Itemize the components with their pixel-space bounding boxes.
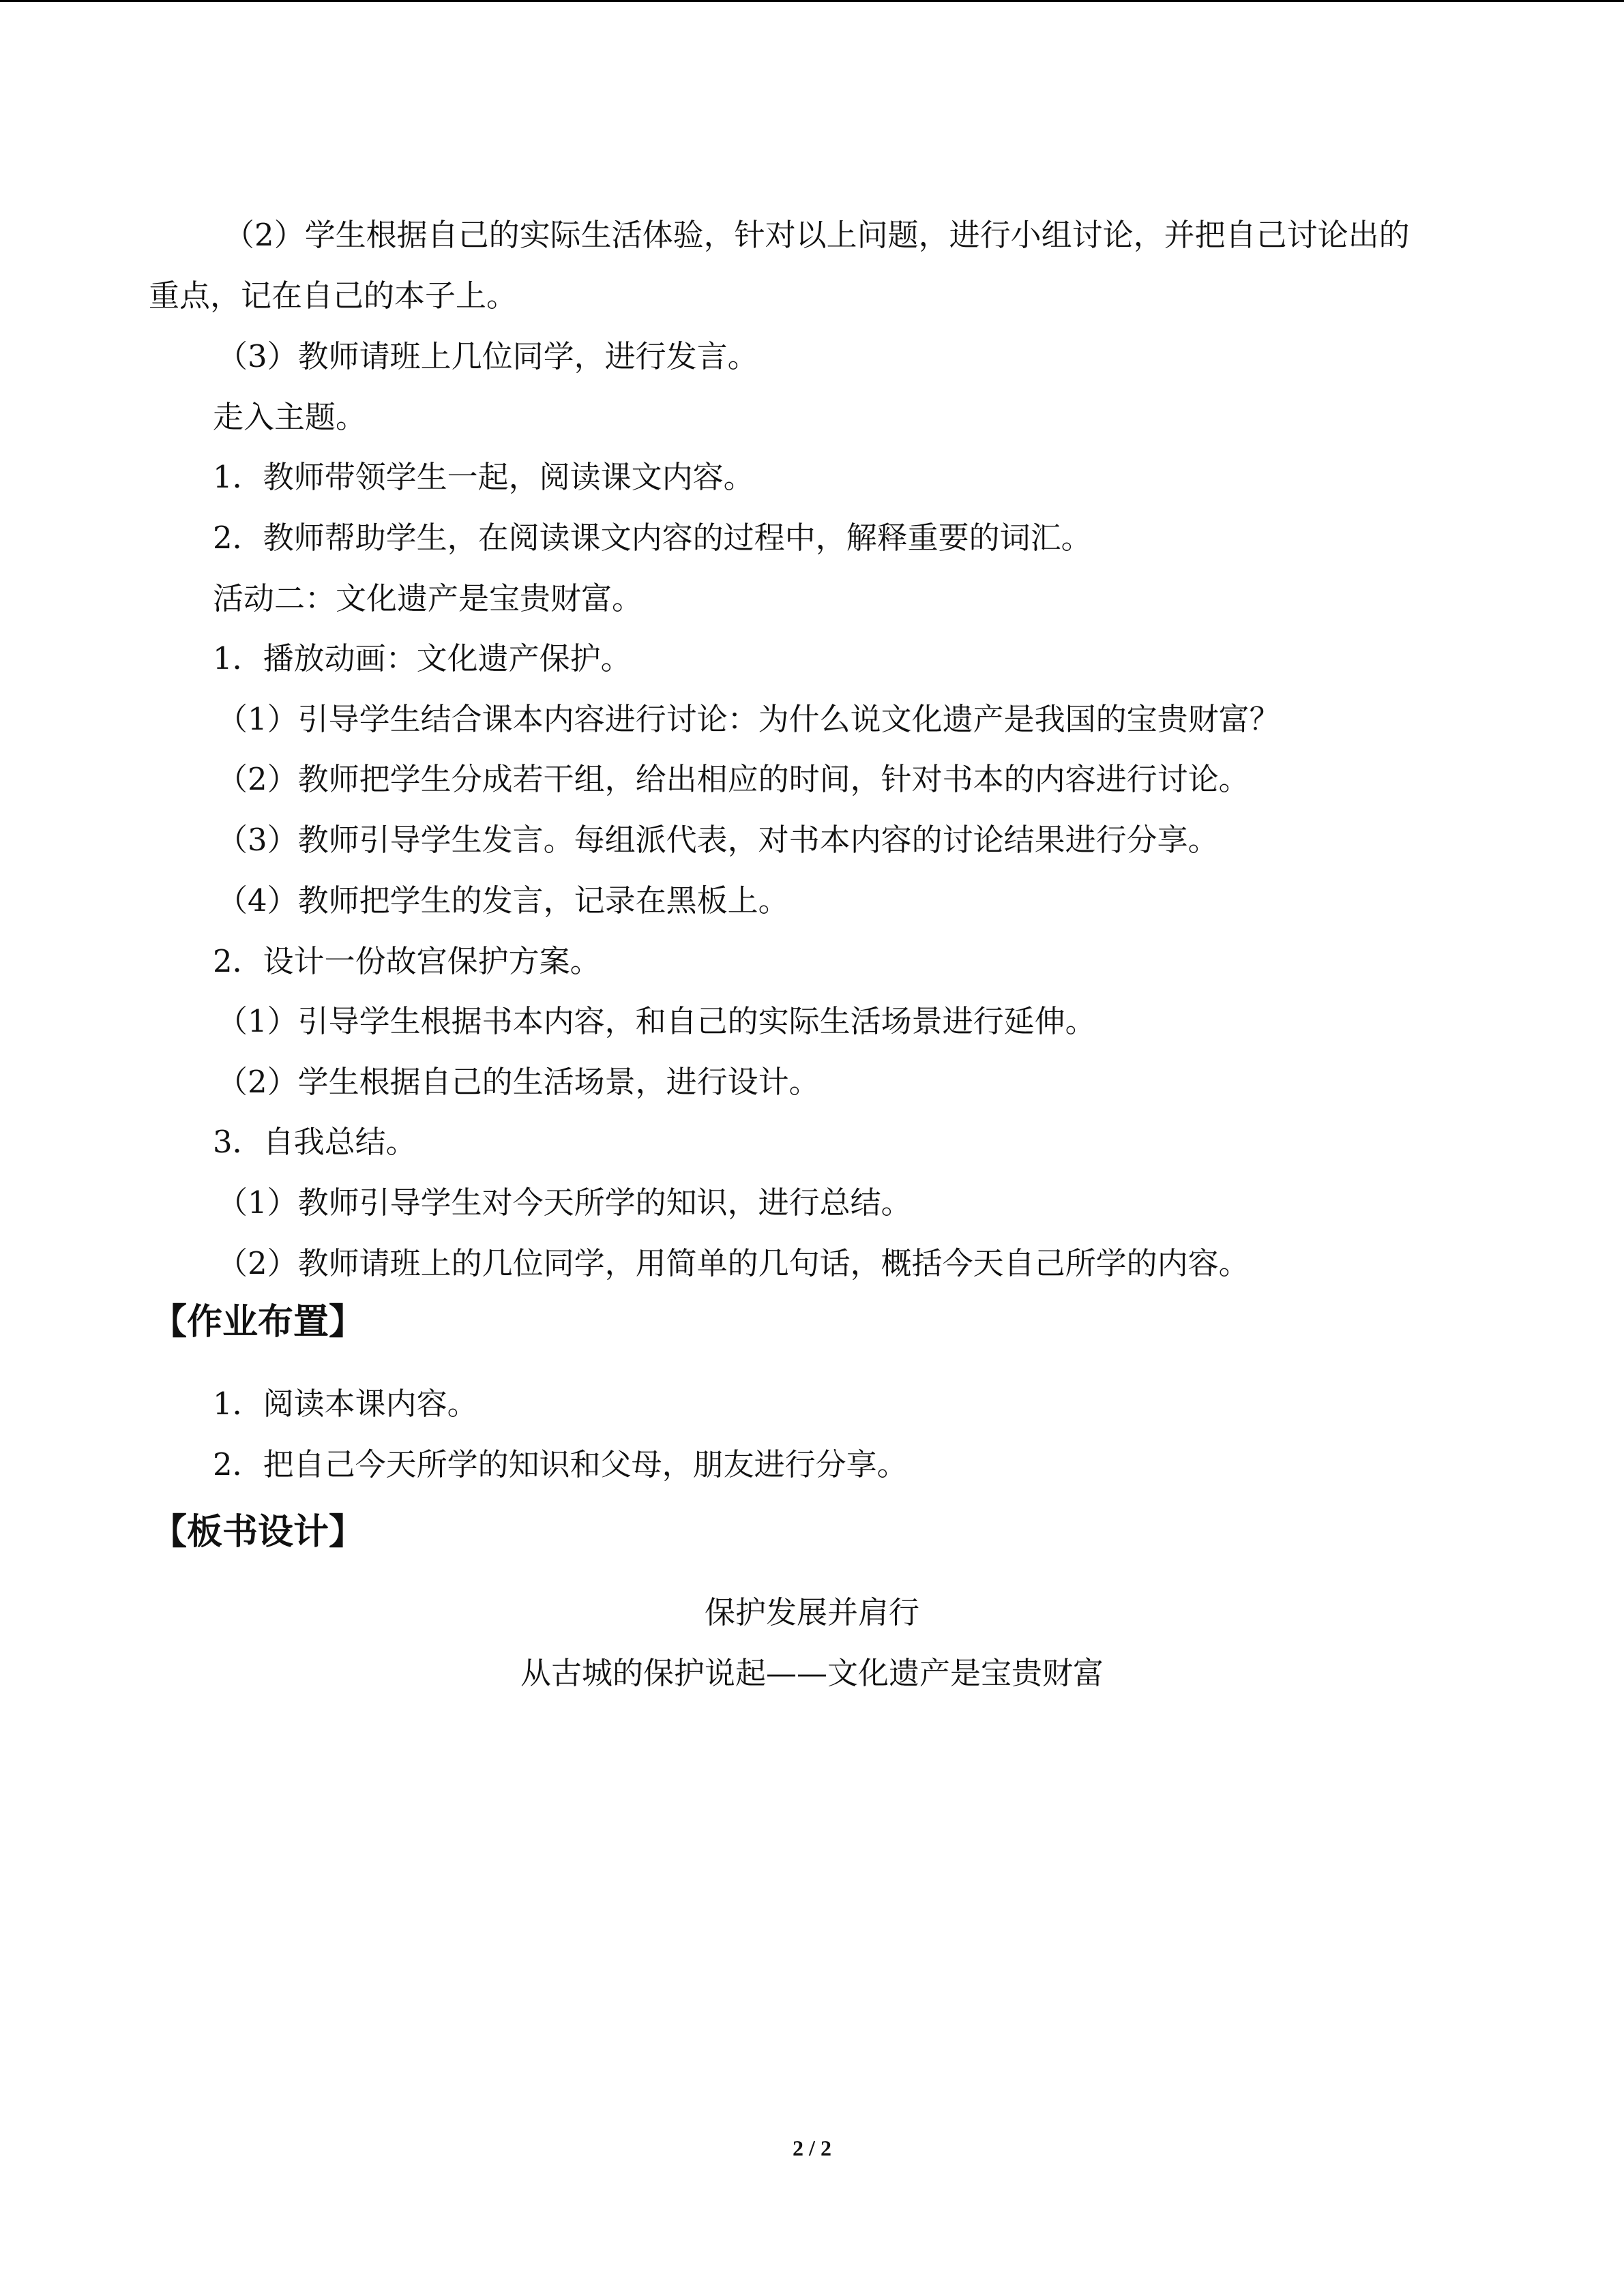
paragraph-line: （2）教师把学生分成若干组，给出相应的时间，针对书本的内容进行讨论。 [217,761,1250,797]
homework-item: 2．把自己今天所学的知识和父母，朋友进行分享。 [213,1446,908,1482]
paragraph-line: （3）教师请班上几位同学，进行发言。 [217,338,758,374]
paragraph-line: 重点，记在自己的本子上。 [149,278,518,314]
paragraph-line: 2．设计一份故宫保护方案。 [213,943,601,979]
board-design-heading: 【板书设计】 [151,1512,365,1553]
board-subtitle: 从古城的保护说起——文化遗产是宝贵财富 [520,1655,1104,1691]
paragraph-line: （3）教师引导学生发言。每组派代表，对书本内容的讨论结果进行分享。 [217,822,1219,858]
paragraph-line: （2）学生根据自己的生活场景，进行设计。 [217,1064,820,1100]
paragraph-line: 活动二：文化遗产是宝贵财富。 [213,580,643,616]
board-title: 保护发展并肩行 [704,1594,919,1630]
homework-heading: 【作业布置】 [151,1302,365,1343]
paragraph-line: （1）教师引导学生对今天所学的知识，进行总结。 [217,1184,912,1221]
paragraph-line: （4）教师把学生的发言，记录在黑板上。 [217,882,789,919]
top-border-line [0,0,1624,2]
paragraph-line: 3．自我总结。 [213,1124,417,1160]
homework-item: 1．阅读本课内容。 [213,1386,478,1422]
paragraph-line: 1．播放动画：文化遗产保护。 [213,640,632,676]
paragraph-line: 2．教师帮助学生，在阅读课文内容的过程中，解释重要的词汇。 [213,520,1092,556]
page-number: 2 / 2 [793,2136,831,2160]
paragraph-line: （2）教师请班上的几位同学，用简单的几句话，概括今天自己所学的内容。 [217,1245,1250,1281]
paragraph-line: （1）引导学生根据书本内容，和自己的实际生活场景进行延伸。 [217,1003,1096,1039]
paragraph-line: （2）学生根据自己的实际生活体验，针对以上问题，进行小组讨论，并把自己讨论出的 [224,217,1410,253]
paragraph-line: 走入主题。 [213,399,367,435]
paragraph-line: （1）引导学生结合课本内容进行讨论：为什么说文化遗产是我国的宝贵财富？ [217,701,1280,737]
paragraph-line: 1．教师带领学生一起，阅读课文内容。 [213,459,754,495]
